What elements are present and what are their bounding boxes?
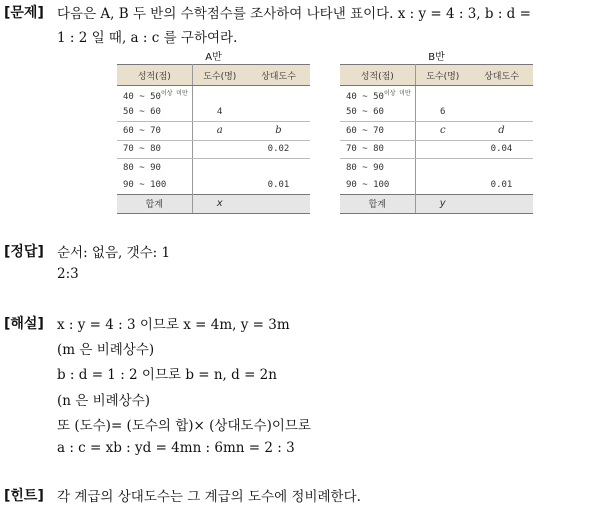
table-a-header-score: 성적(점) [117, 65, 192, 86]
class-range: 90 ~ 100 [117, 177, 192, 195]
solution-line-2: (m 은 비례상수) [57, 342, 155, 358]
table-row [340, 86, 533, 104]
freq-cell [192, 177, 247, 195]
table-row [340, 140, 533, 159]
class-range: 80 ~ 90 [340, 159, 415, 177]
rel-cell [470, 104, 533, 122]
rel-cell [470, 86, 533, 104]
table-b [340, 64, 533, 214]
rel-cell [470, 159, 533, 177]
freq-cell: a [192, 122, 247, 141]
rel-cell [247, 86, 310, 104]
solution-line-6: a : c = xb : yd = 4mn : 6mn = 2 : 3 [57, 440, 295, 456]
freq-cell: 4 [192, 104, 247, 122]
table-a-header-rel: 상대도수 [247, 65, 310, 86]
total-rel [470, 195, 533, 214]
solution-label: [해설] [4, 316, 44, 332]
class-range: 80 ~ 90 [117, 159, 192, 177]
total-freq: x [192, 195, 247, 214]
rel-cell: d [470, 122, 533, 141]
table-row [340, 104, 533, 122]
class-range: 50 ~ 60 [340, 104, 415, 122]
class-range: 40 ~ $50^{이상 미만}$ [340, 86, 415, 104]
answer-line-1: 순서: 없음, 갯수: 1 [57, 245, 171, 261]
freq-cell [415, 159, 470, 177]
table-row [117, 122, 310, 141]
class-range: 50 ~ 60 [117, 104, 192, 122]
freq-cell [415, 140, 470, 159]
problem-label: [문제] [4, 5, 44, 21]
freq-cell [192, 86, 247, 104]
solution-line-3: b : d = 1 : 2 이므로 b = n, d = 2n [57, 367, 277, 383]
rel-cell [247, 104, 310, 122]
total-label: 합계 [117, 195, 192, 214]
class-range: 70 ~ 80 [117, 140, 192, 159]
table-row [117, 177, 310, 195]
table-a [117, 64, 310, 214]
table-row [117, 104, 310, 122]
hint-label: [힌트] [4, 488, 44, 504]
table-a-title: A반 [205, 52, 222, 63]
hint-text: 각 계급의 상대도수는 그 계급의 도수에 정비례한다. [57, 489, 361, 505]
table-row [117, 140, 310, 159]
solution-line-1: x : y = 4 : 3 이므로 x = 4m, y = 3m [57, 317, 290, 333]
rel-cell: 0.01 [490, 180, 513, 191]
answer-line-2: 2:3 [57, 266, 79, 282]
total-rel [247, 195, 310, 214]
class-range: 40 ~ $50^{이상 미만}$ [117, 86, 192, 104]
unit-marker: 이상 미만 [160, 89, 188, 97]
answer-label: [정답] [4, 244, 44, 260]
rel-cell: 0.04 [470, 140, 533, 159]
table-b-title: B반 [428, 52, 445, 63]
table-b-header-score: 성적(점) [340, 65, 415, 86]
class-range: 60 ~ 70 [117, 122, 192, 141]
class-range: 60 ~ 70 [340, 122, 415, 141]
problem-line-1: 다음은 A, B 두 반의 수학점수를 조사하여 나타낸 표이다. x : y = 4 : 3, b : d = [57, 6, 531, 22]
table-total-row [117, 195, 310, 214]
rel-cell: 0.02 [247, 140, 310, 159]
table-b-header-freq: 도수(명) [415, 65, 470, 86]
table-a-header-freq: 도수(명) [192, 65, 247, 86]
class-range: 70 ~ 80 [340, 140, 415, 159]
freq-cell [415, 177, 470, 195]
solution-line-4: (n 은 비례상수) [57, 393, 151, 409]
solution-line-5: 또 (도수)= (도수의 합)× (상대도수)이므로 [57, 418, 311, 434]
class-range: 90 ~ 100 [340, 177, 415, 195]
rel-cell: 0.01 [267, 180, 290, 191]
unit-marker: 이상 미만 [383, 89, 411, 97]
table-b-header-rel: 상대도수 [470, 65, 533, 86]
problem-line-2: 1 : 2 일 때, a : c 를 구하여라. [57, 30, 238, 46]
table-total-row [340, 195, 533, 214]
total-label: 합계 [340, 195, 415, 214]
table-row [340, 177, 533, 195]
table-row [340, 122, 533, 141]
table-row [117, 159, 310, 177]
freq-cell [415, 86, 470, 104]
table-row [117, 86, 310, 104]
rel-cell: b [247, 122, 310, 141]
freq-cell [192, 140, 247, 159]
freq-cell: 6 [415, 104, 470, 122]
rel-cell [247, 159, 310, 177]
freq-cell [192, 159, 247, 177]
table-row [340, 159, 533, 177]
freq-cell: c [415, 122, 470, 141]
total-freq: y [415, 195, 470, 214]
